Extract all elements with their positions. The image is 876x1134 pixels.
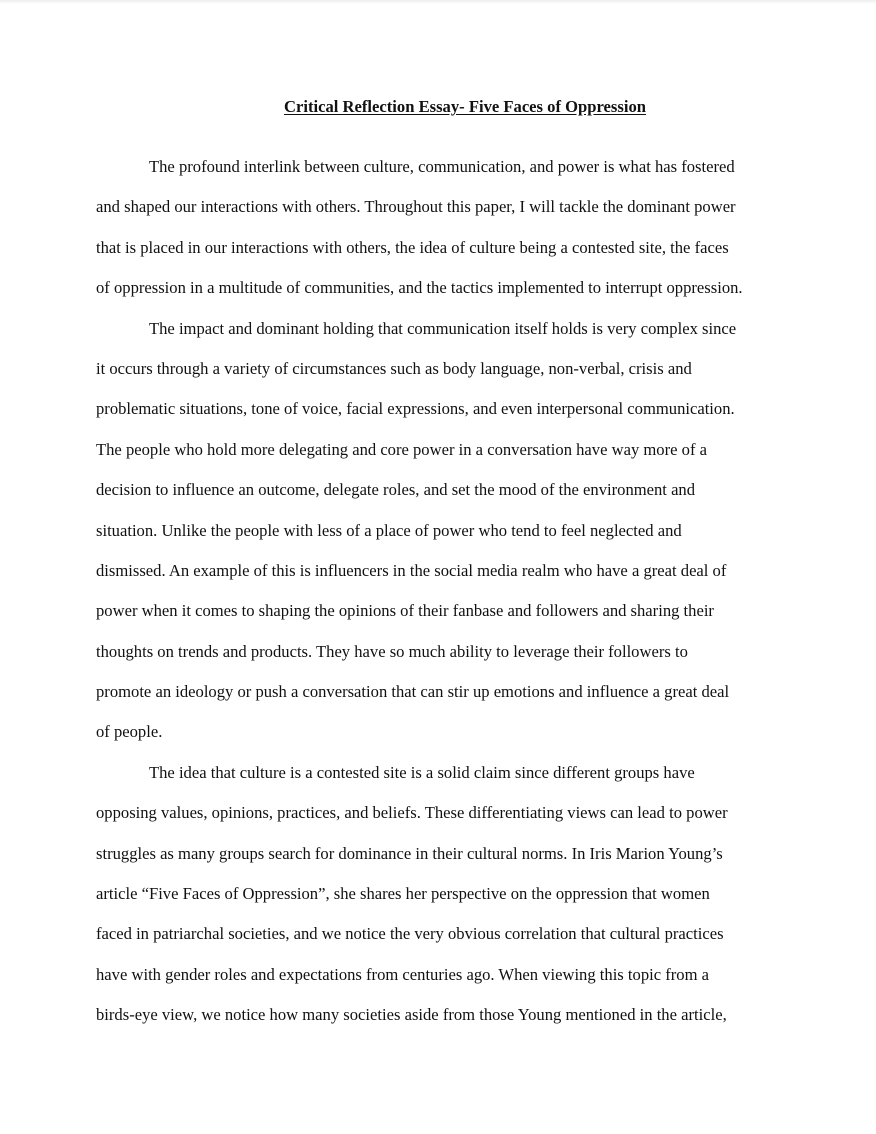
text-line: The impact and dominant holding that communication itself holds is very complex since <box>149 318 737 338</box>
text-line: problematic situations, tone of voice, facial expressions, and even interpersonal communication. <box>96 399 735 419</box>
text-line: The profound interlink between culture, communication, and power is what has fostered <box>149 157 735 176</box>
essay-title <box>96 95 834 119</box>
text-line: promote an ideology or push a conversation that can stir up emotions and influence a great deal <box>96 682 730 702</box>
text-line: thoughts on trends and products. They have so much ability to leverage their followers to <box>96 641 688 661</box>
text-line: have with gender roles and expectations from centuries ago. When viewing this topic from a <box>96 964 710 984</box>
text-line: situation. Unlike the people with less of a place of power who tend to feel neglected and <box>96 520 682 540</box>
text-line: article “Five Faces of Oppression”, she shares her perspective on the oppression that women <box>96 884 710 904</box>
text-line: and shaped our interactions with others. Throughout this paper, I will tackle the dominant power <box>96 197 736 217</box>
paragraph-3 <box>96 753 806 1036</box>
paragraph-1 <box>96 147 806 309</box>
text-line: birds-eye view, we notice how many societies aside from those Young mentioned in the article, <box>96 1005 727 1025</box>
text-line: it occurs through a variety of circumstances such as body language, non-verbal, crisis and <box>96 358 692 378</box>
text-line: faced in patriarchal societies, and we notice the very obvious correlation that cultural practices <box>96 924 724 944</box>
text-line: dismissed. An example of this is influencers in the social media realm who have a great deal of <box>96 560 727 580</box>
text-line: The idea that culture is a contested site is a solid claim since different groups have <box>149 762 695 782</box>
essay-body <box>96 147 806 1036</box>
text-line: of oppression in a multitude of communities, and the tactics implemented to interrupt oppression. <box>96 278 743 298</box>
text-line: struggles as many groups search for dominance in their cultural norms. In Iris Marion Young’s <box>96 843 723 863</box>
text-line: decision to influence an outcome, delegate roles, and set the mood of the environment and <box>96 480 696 500</box>
essay-title-text: Critical Reflection Essay- Five Faces of Oppression <box>284 97 646 116</box>
paragraph-2 <box>96 309 806 753</box>
text-line: of people. <box>96 722 163 742</box>
text-line: power when it comes to shaping the opinions of their fanbase and followers and sharing their <box>96 601 714 621</box>
text-line: The people who hold more delegating and core power in a conversation have way more of a <box>96 439 707 459</box>
text-line: opposing values, opinions, practices, and beliefs. These differentiating views can lead to power <box>96 803 728 823</box>
text-line: that is placed in our interactions with others, the idea of culture being a contested site, the faces <box>96 237 729 257</box>
